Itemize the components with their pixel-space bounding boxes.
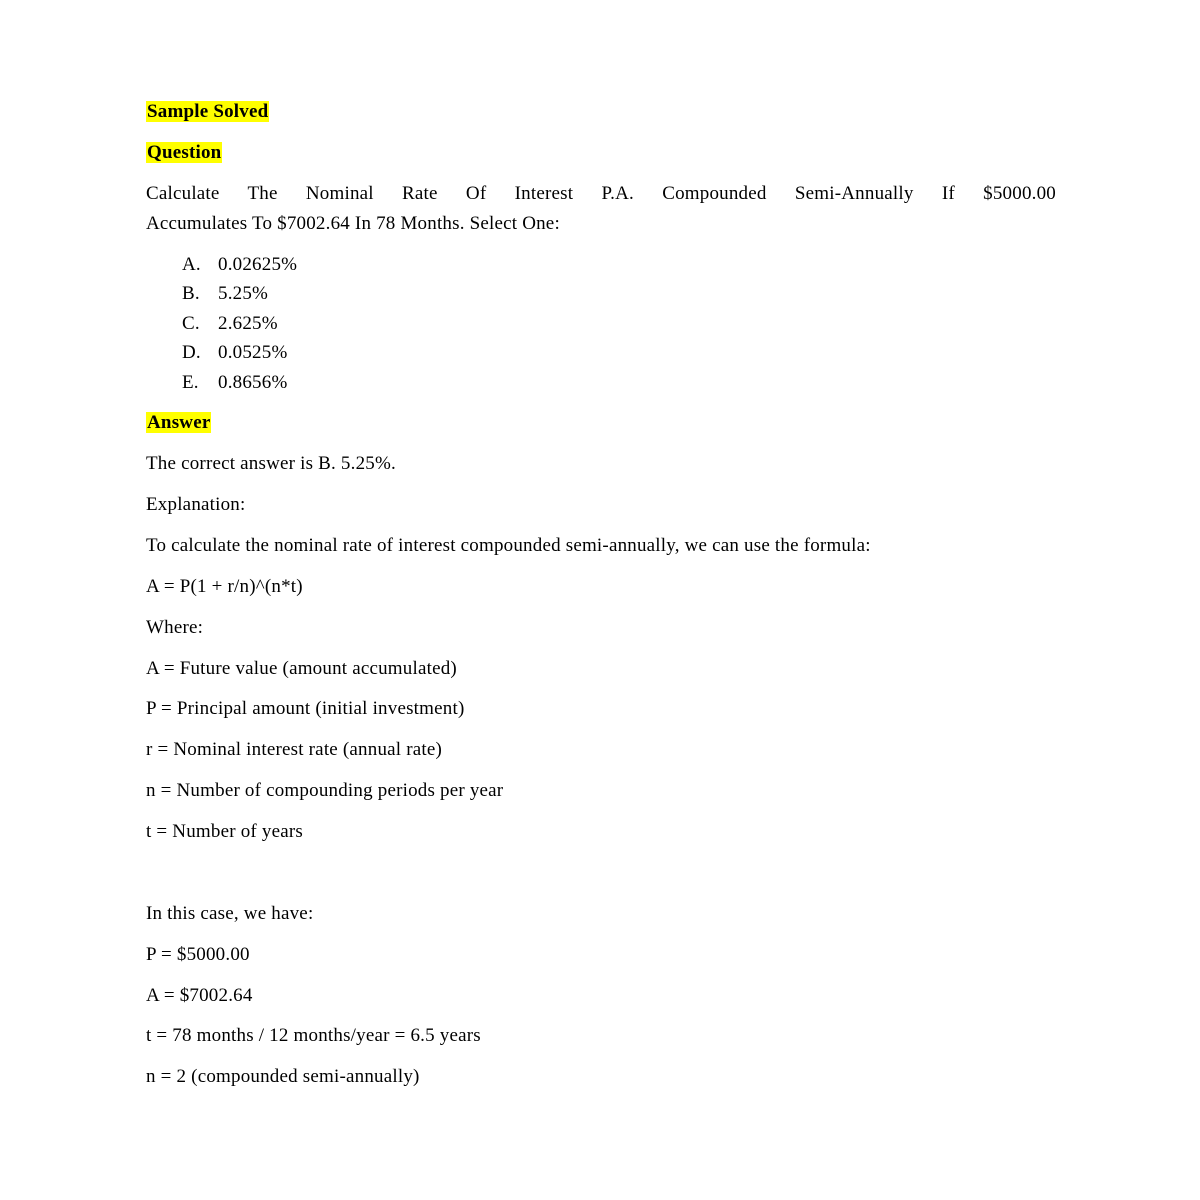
option-b [182, 282, 268, 306]
option-c [182, 312, 278, 336]
explanation-label: Explanation: [146, 494, 246, 515]
option-text: 0.0525% [218, 342, 288, 363]
question-text-line-1: Calculate The Nominal Rate Of Interest P.A. Compounded Semi-Annually If $5000.00 [146, 183, 1056, 204]
definition-item: r = Nominal interest rate (annual rate) [146, 739, 443, 760]
definition-item: A = Future value (amount accumulated) [146, 658, 457, 679]
option-text: 2.625% [218, 313, 278, 334]
value-item: A = $7002.64 [146, 985, 253, 1006]
case-intro: In this case, we have: [146, 903, 314, 924]
option-letter: D. [182, 342, 201, 363]
option-text: 0.8656% [218, 372, 288, 393]
option-letter: A. [182, 254, 201, 275]
sample-solved-heading [146, 100, 269, 124]
definition-item: n = Number of compounding periods per year [146, 780, 504, 801]
value-item: P = $5000.00 [146, 944, 250, 965]
option-text: 5.25% [218, 283, 269, 304]
value-item: t = 78 months / 12 months/year = 6.5 years [146, 1025, 481, 1046]
answer-highlight: Answer [147, 412, 211, 433]
sample-solved-highlight: Sample Solved [147, 101, 269, 122]
value-item: n = 2 (compounded semi-annually) [146, 1066, 420, 1087]
question-highlight: Question [147, 142, 222, 163]
option-letter: E. [182, 372, 199, 393]
option-letter: B. [182, 283, 200, 304]
formula: A = P(1 + r/n)^(n*t) [146, 576, 303, 597]
definition-item: P = Principal amount (initial investment) [146, 698, 465, 719]
option-letter: C. [182, 313, 200, 334]
correct-answer-text: The correct answer is B. 5.25%. [146, 453, 396, 474]
option-d [182, 341, 287, 365]
definition-item: t = Number of years [146, 821, 303, 842]
question-heading [146, 141, 222, 165]
option-text: 0.02625% [218, 254, 298, 275]
where-label: Where: [146, 617, 204, 638]
option-e [182, 371, 287, 395]
answer-heading [146, 411, 211, 435]
explanation-intro: To calculate the nominal rate of interest compounded semi-annually, we can use the formula: [146, 535, 871, 556]
question-text-line-2: Accumulates To $7002.64 In 78 Months. Select One: [146, 213, 560, 234]
option-a [182, 253, 297, 277]
